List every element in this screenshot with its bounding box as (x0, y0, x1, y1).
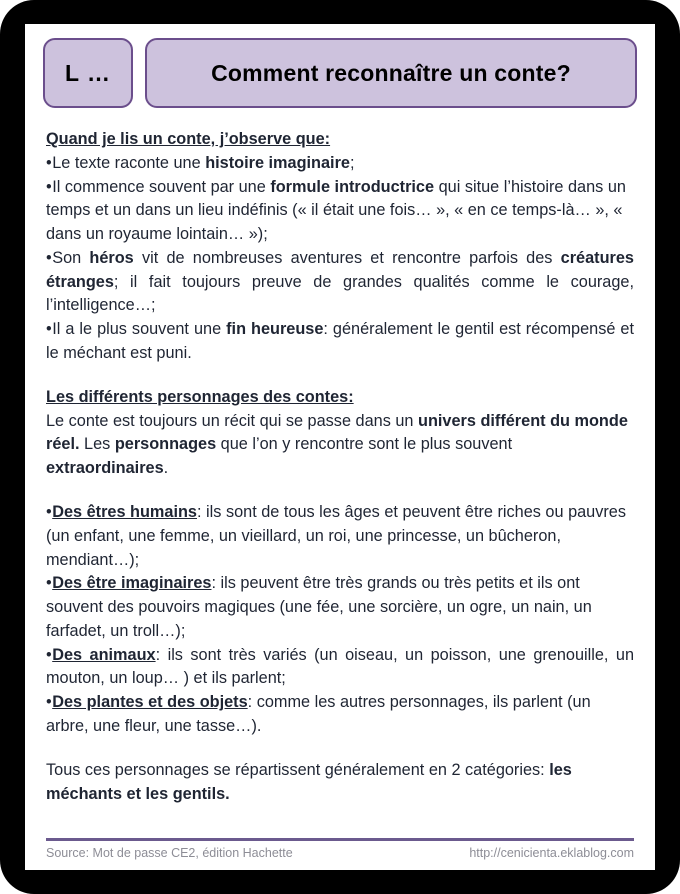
section-spacer-2 (46, 481, 634, 501)
lesson-header (43, 38, 637, 108)
bullet-emphasis: histoire imaginaire (205, 153, 350, 172)
bullet-text: Son (52, 248, 90, 267)
list-item-label: Des êtres humains (52, 502, 197, 521)
footer-divider (46, 838, 634, 841)
lesson-footer (43, 838, 637, 870)
section-observation-cont (46, 247, 634, 366)
bullet-text-mid: vit de nombreuses aventures et rencontre parfois des (133, 248, 561, 267)
bullet-emphasis: héros (89, 248, 134, 267)
paragraph-text: Le conte est toujours un récit qui se passe dans un (46, 411, 418, 430)
conclusion-emphasis: les méchants et les gentils. (46, 760, 572, 803)
section-conclusion (46, 759, 634, 807)
list-item-label: Des animaux (52, 645, 156, 664)
paragraph-emphasis-1: univers différent du monde réel. (46, 411, 628, 454)
list-item-label: Des plantes et des objets (52, 693, 248, 712)
section-observation (46, 128, 634, 247)
list-item-text: : ils peuvent être très grands ou très petits et ils ont souvent des pouvoirs magiques (une fée, une sorcière, un ogre, un nain, un farfadet, un troll…); (46, 574, 592, 640)
list-item-etres-humains (46, 501, 634, 572)
paragraph-text-mid-2: que l’on y rencontre sont le plus souvent (216, 435, 513, 454)
list-item-text: : comme les autres personnages, ils parlent (un arbre, une fleur, une tasse…). (46, 693, 591, 735)
bullet-heros (46, 249, 634, 315)
subject-badge: L … (43, 38, 133, 108)
conclusion-text: Tous ces personnages se répartissent généralement en 2 catégories: (46, 760, 550, 779)
bullet-text: Le texte raconte une (52, 153, 206, 172)
bullet-marker (46, 574, 592, 640)
bullet-emphasis-2: créatures étranges (46, 248, 634, 291)
bullet-text-end: ; il fait toujours preuve de grandes qualités comme le courage, l’intelligence…; (46, 272, 634, 315)
footer-text-row (46, 846, 634, 860)
list-item-text: : ils sont de tous les âges et peuvent être riches ou pauvres (un enfant, une femme, un vieillard, un roi, une princesse, un bûcheron, mendiant…); (46, 502, 626, 569)
bullet-emphasis: fin heureuse (226, 320, 324, 339)
section-personnages-heading: Les différents personnages des contes: (46, 387, 354, 406)
bullet-formule-introductrice (46, 178, 626, 244)
bullet-marker (46, 646, 634, 688)
lesson-title: Comment reconnaître un conte? (145, 38, 637, 108)
section-spacer (46, 366, 634, 386)
list-item-label: Des être imaginaires (52, 574, 212, 593)
list-item-animaux (46, 644, 634, 692)
bullet-emphasis: formule introductrice (270, 177, 435, 196)
bullet-text: Il commence souvent par une (52, 177, 271, 196)
bullet-text: Il a le plus souvent une (52, 320, 227, 339)
paragraph-text-end: . (163, 459, 169, 478)
section-personnages (46, 386, 634, 481)
bullet-marker (46, 693, 591, 735)
paragraph-emphasis-3: extraordinaires (46, 459, 164, 478)
section-spacer-3 (46, 739, 634, 759)
bullet-text-end: qui situe l’histoire dans un temps et un dans un lieu indéfinis (« il était une fois… », « en ce temps-là… », « dans un royaume lointain… »); (46, 177, 626, 244)
lesson-content (43, 128, 637, 838)
bullet-text-end: ; (349, 153, 355, 172)
section-observation-heading: Quand je lis un conte, j’observe que: (46, 130, 331, 148)
list-item-plantes-objets (46, 691, 634, 739)
bullet-texte-imaginaire (46, 154, 355, 172)
list-item-etres-imaginaires (46, 572, 634, 643)
list-item-text: : ils sont très variés (un oiseau, un poisson, une grenouille, un mouton, un loup… ) et ils parlent; (46, 645, 635, 688)
lesson-page (25, 24, 655, 870)
bullet-marker (46, 503, 626, 569)
source-credit: Source: Mot de passe CE2, édition Hachette (46, 846, 293, 860)
paragraph-emphasis-2: personnages (114, 435, 217, 454)
paragraph-text-mid: Les (79, 435, 115, 454)
bullet-fin-heureuse (46, 320, 634, 362)
bullet-text-end: : généralement le gentil est récompensé et le méchant est puni. (46, 320, 634, 363)
source-url[interactable]: http://cenicienta.eklablog.com (469, 846, 634, 860)
